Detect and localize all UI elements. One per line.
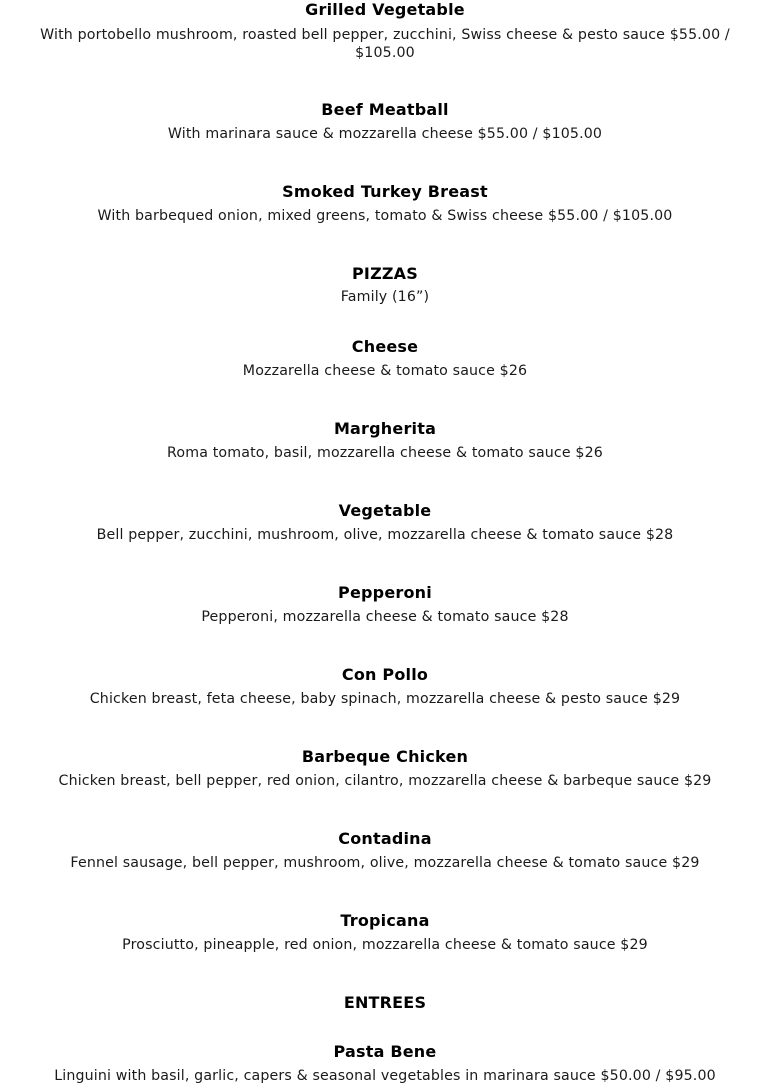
section-title: PIZZAS [352,264,418,283]
item-description: Chicken breast, bell pepper, red onion, cilantro, mozzarella cheese & barbeque sauce $29 [58,773,712,789]
section-subtitle: Family (16”) [340,289,430,305]
item-name: Pasta Bene [333,1042,437,1061]
menu-item-con-pollo [0,665,770,708]
menu-item-contadina [0,829,770,872]
section-header-entrees [0,993,770,1013]
item-name: Beef Meatball [321,100,449,119]
item-name: Smoked Turkey Breast [282,182,488,201]
item-description: Chicken breast, feta cheese, baby spinach, mozzarella cheese & pesto sauce $29 [89,691,681,707]
item-name: Cheese [351,337,419,356]
item-description: Fennel sausage, bell pepper, mushroom, olive, mozzarella cheese & tomato sauce $29 [70,855,700,871]
item-description: Bell pepper, zucchini, mushroom, olive, mozzarella cheese & tomato sauce $28 [96,527,674,543]
item-description: Pepperoni, mozzarella cheese & tomato sauce $28 [201,609,569,625]
item-name: Grilled Vegetable [305,0,465,19]
item-name: Con Pollo [341,665,429,684]
menu-item-tropicana [0,911,770,954]
item-name: Tropicana [340,911,430,930]
item-description: With marinara sauce & mozzarella cheese $55.00 / $105.00 [167,126,603,142]
item-name: Barbeque Chicken [301,747,469,766]
item-description: With portobello mushroom, roasted bell pepper, zucchini, Swiss cheese & pesto sauce $55.00 / $105.00 [40,27,730,61]
item-description: Prosciutto, pineapple, red onion, mozzarella cheese & tomato sauce $29 [122,937,648,953]
item-name: Vegetable [338,501,432,520]
menu-item-vegetable [0,501,770,544]
menu-item-beef-meatball [0,100,770,143]
menu-item-margherita [0,419,770,462]
menu-item-cheese [0,337,770,380]
menu-item-grilled-vegetable [0,0,770,62]
menu-item-barbeque-chicken [0,747,770,790]
item-name: Pepperoni [338,583,432,602]
section-title: ENTREES [343,993,427,1012]
item-description: Mozzarella cheese & tomato sauce $26 [242,363,528,379]
menu-item-pasta-bene [0,1042,770,1085]
item-description: Roma tomato, basil, mozzarella cheese & tomato sauce $26 [167,445,603,461]
section-header-pizzas [0,264,770,306]
menu-item-smoked-turkey-breast [0,182,770,225]
item-description: Linguini with basil, garlic, capers & seasonal vegetables in marinara sauce $50.00 / $95.00 [54,1068,716,1084]
menu-item-pepperoni [0,583,770,626]
item-name: Contadina [338,829,432,848]
item-name: Margherita [333,419,437,438]
item-description: With barbequed onion, mixed greens, tomato & Swiss cheese $55.00 / $105.00 [97,208,673,224]
